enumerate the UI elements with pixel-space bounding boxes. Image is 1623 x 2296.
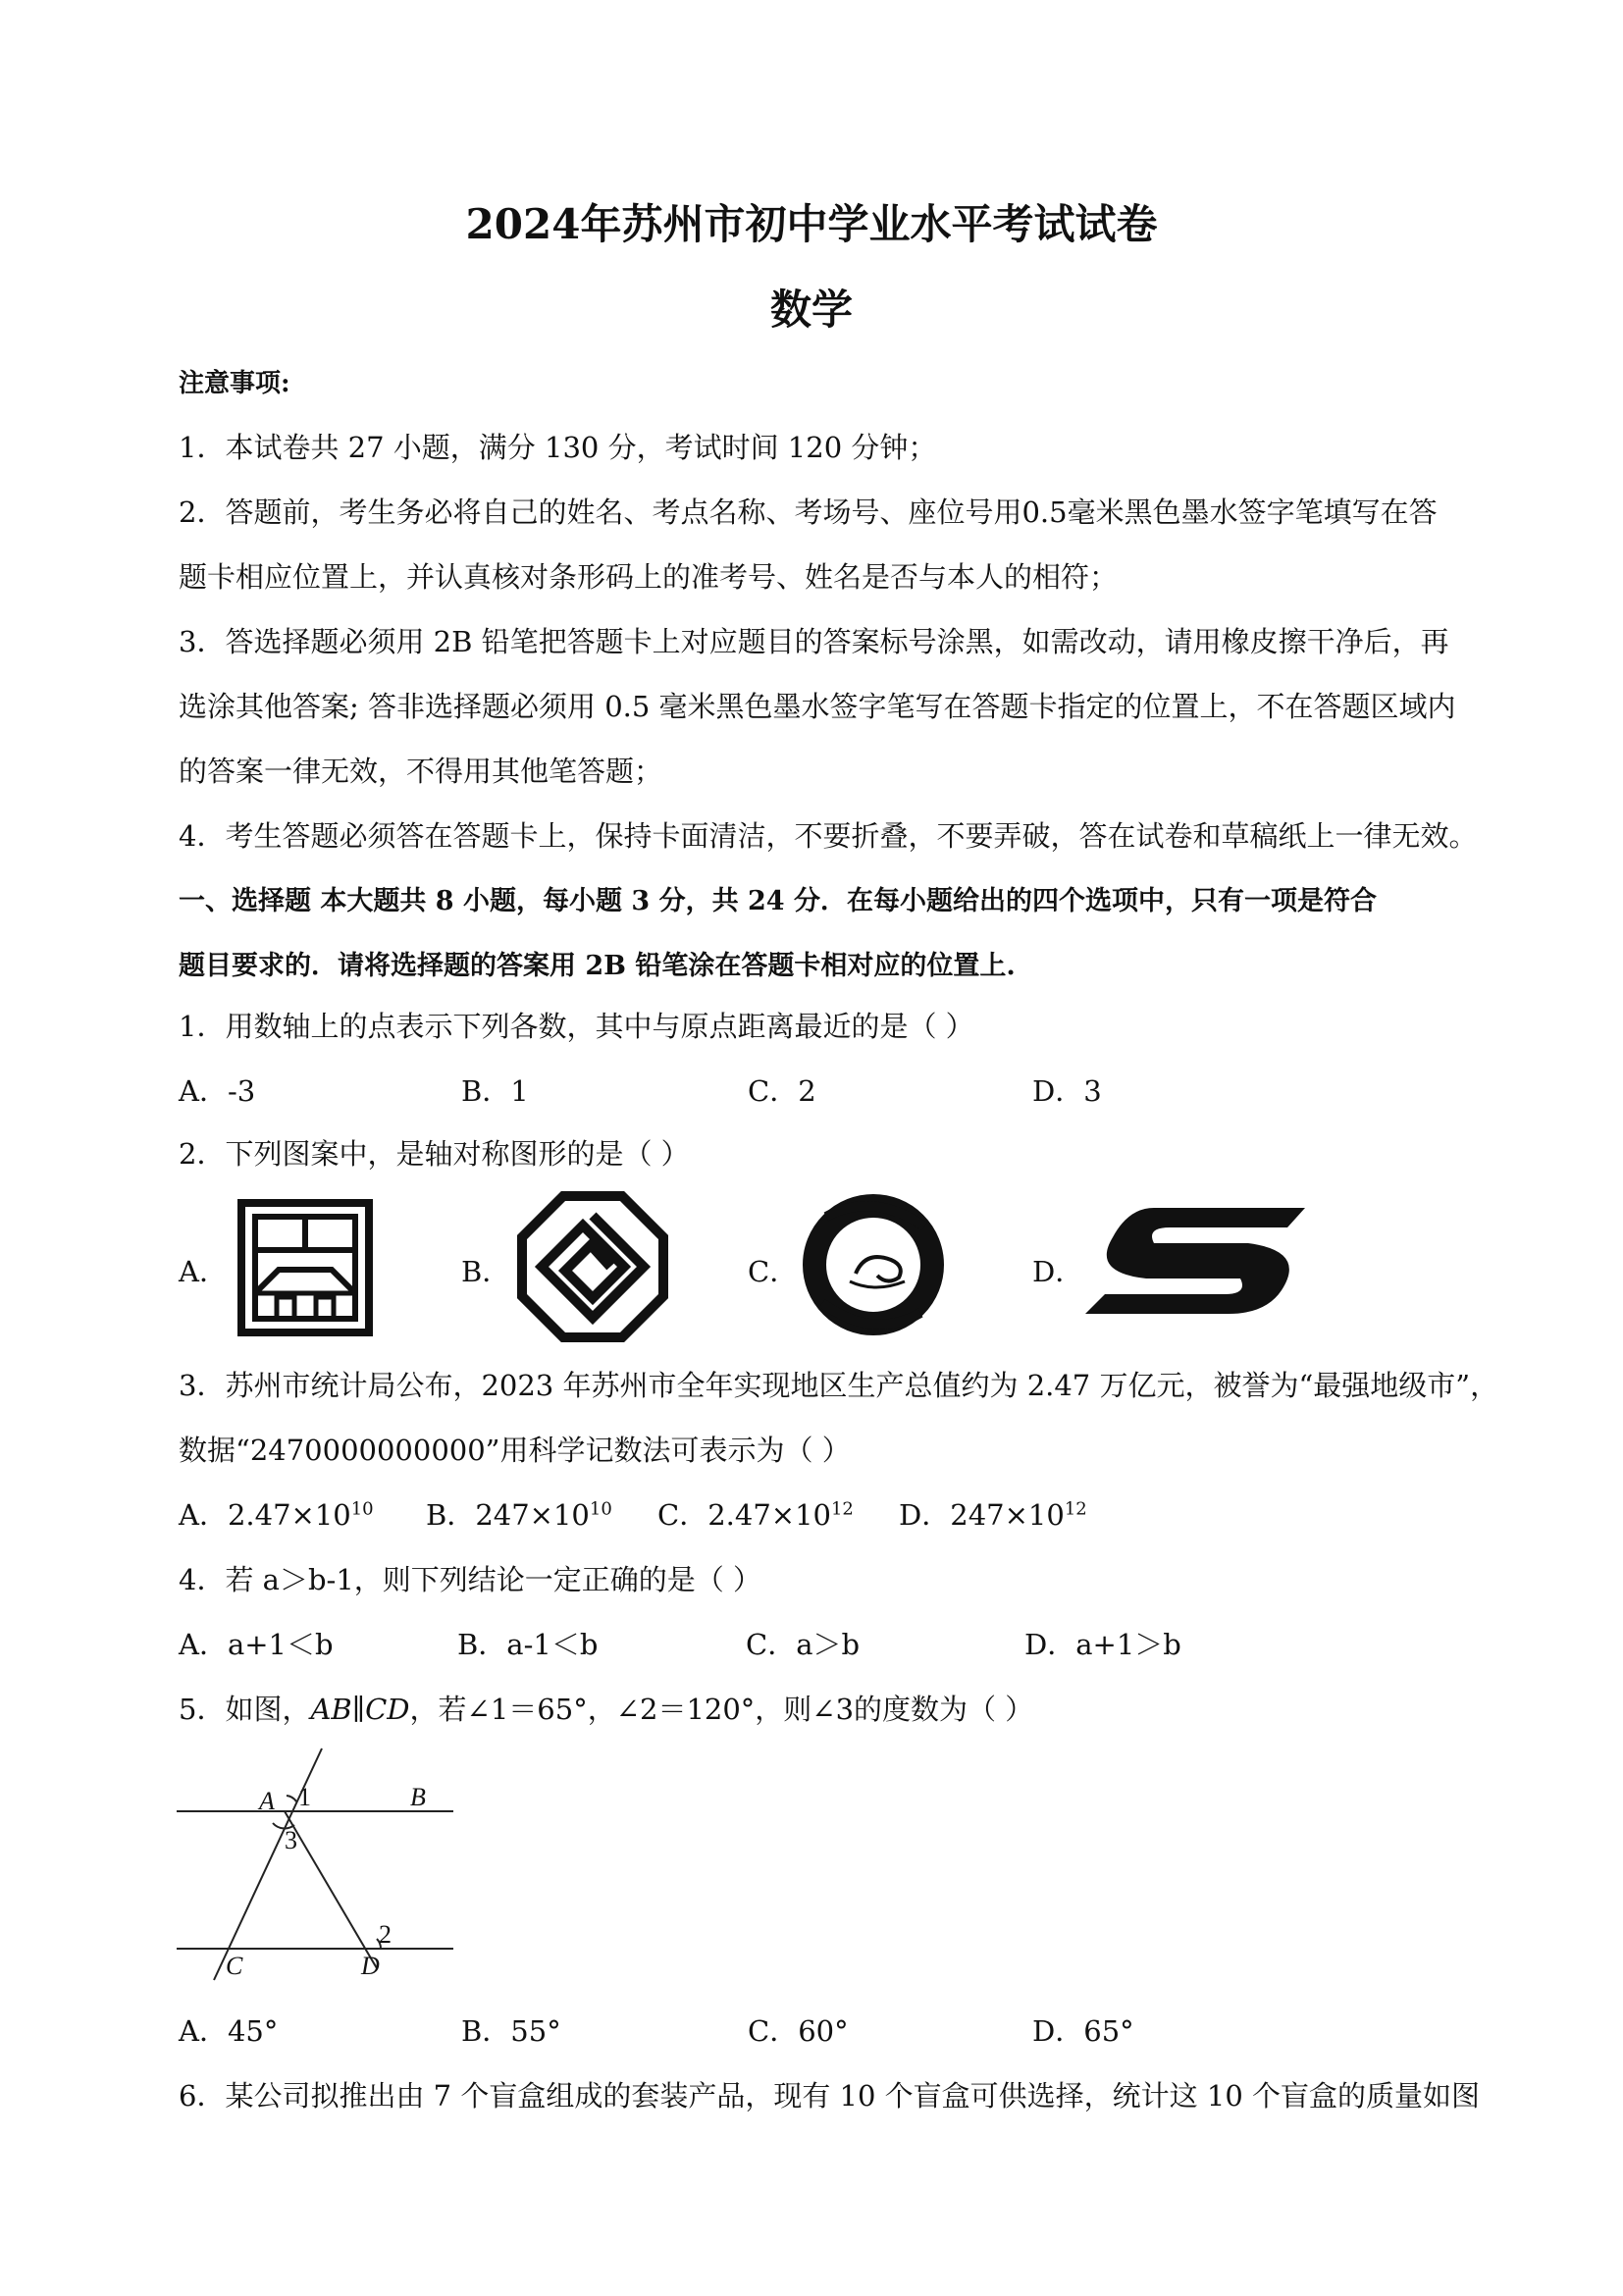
q1-option-b: B．1 — [461, 1074, 529, 1108]
q4-option-a: A．a+1＜b — [179, 1628, 334, 1661]
segment-ad — [285, 1811, 377, 1968]
label-2: 2 — [379, 1920, 392, 1949]
octagon-spiral-icon — [518, 1192, 667, 1341]
q5-stem: 5．如图，AB∥CD，若∠1＝65°，∠2＝120°，则∠3的度数为（ ） — [179, 1693, 1034, 1726]
subject-title: 数学 — [769, 286, 853, 334]
label-b: B — [410, 1783, 426, 1811]
q3-option-c: C．$2.47\times 10^{12}$ — [657, 1498, 854, 1532]
q3-option-d: D．$247\times 10^{12}$ — [899, 1498, 1087, 1532]
note-line: 1．本试卷共 27 小题，满分 130 分，考试时间 120 分钟； — [179, 431, 937, 464]
section-heading: 一、选择题 本大题共 8 小题，每小题 3 分，共 24 分．在每小题给出的四个选项中，只有一项是符合 — [179, 886, 1377, 916]
swirl-circle-icon — [797, 1187, 950, 1342]
q4-option-c: C．a＞b — [746, 1628, 861, 1661]
q5-option-a: A．45° — [179, 2014, 279, 2048]
window-frame-icon — [237, 1199, 373, 1336]
q4-option-d: D．a+1＞b — [1024, 1628, 1181, 1661]
q2-label-b: B． — [461, 1255, 511, 1288]
q5-option-b: B．55° — [461, 2014, 561, 2048]
label-d: D — [361, 1952, 380, 1980]
q2-label-c: C． — [748, 1255, 799, 1288]
s-logo-icon — [1081, 1202, 1309, 1320]
q2-stem: 2．下列图案中，是轴对称图形的是（ ） — [179, 1137, 690, 1171]
q1-option-c: C．2 — [748, 1074, 816, 1108]
q3-option-b: B．$247\times 10^{10}$ — [426, 1498, 612, 1532]
q4-stem: 4．若 a＞b-1，则下列结论一定正确的是（ ） — [179, 1563, 761, 1596]
page-title: 2024年苏州市初中学业水平考试试卷 — [465, 200, 1158, 248]
q3-stem-cont: 数据“2470000000000”用科学记数法可表示为（ ） — [179, 1434, 851, 1467]
q3-option-a: A．$2.47\times 10^{10}$ — [179, 1498, 374, 1532]
q1-option-a: A．-3 — [179, 1074, 256, 1108]
q3-stem: 3．苏州市统计局公布，2023 年苏州市全年实现地区生产总值约为 2.47 万亿元，被誉为“最强地级市”， — [179, 1369, 1499, 1402]
label-3: 3 — [285, 1826, 297, 1854]
note-line: 4．考生答题必须答在答题卡上，保持卡面清洁，不要折叠，不要弄破，答在试卷和草稿纸上一律无效。 — [179, 819, 1478, 853]
note-line: 选涂其他答案; 答非选择题必须用 0.5 毫米黑色墨水签字笔写在答题卡指定的位置上，不在答题区域内 — [179, 690, 1456, 723]
label-a: A — [259, 1787, 275, 1815]
q2-label-d: D． — [1032, 1255, 1084, 1288]
q5-option-d: D．65° — [1032, 2014, 1134, 2048]
q6-stem: 6．某公司拟推出由 7 个盲盒组成的套装产品，现有 10 个盲盒可供选择，统计这 10 个盲盒的质量如图 — [179, 2079, 1481, 2113]
parallel-lines-figure — [175, 1747, 459, 1992]
angle-1-arc — [287, 1796, 296, 1801]
q1-option-d: D．3 — [1032, 1074, 1102, 1108]
q5-option-c: C．60° — [748, 2014, 849, 2048]
q4-option-b: B．a-1＜b — [457, 1628, 599, 1661]
label-c: C — [226, 1952, 243, 1980]
notes-heading: 注意事项: — [179, 369, 290, 398]
note-line: 题卡相应位置上，并认真核对条形码上的准考号、姓名是否与本人的相符； — [179, 560, 1119, 594]
note-line: 3．答选择题必须用 2B 铅笔把答题卡上对应题目的答案标号涂黑，如需改动，请用橡皮擦干净后，再 — [179, 625, 1449, 658]
note-line: 2．答题前，考生务必将自己的姓名、考点名称、考场号、座位号用0.5毫米黑色墨水签字笔填写在答 — [179, 496, 1438, 529]
section-heading-cont: 题目要求的．请将选择题的答案用 2B 铅笔涂在答题卡相对应的位置上. — [179, 951, 1016, 981]
label-1: 1 — [298, 1783, 311, 1811]
q1-stem: 1．用数轴上的点表示下列各数，其中与原点距离最近的是（ ） — [179, 1010, 974, 1043]
q2-label-a: A． — [179, 1255, 228, 1288]
note-line: 的答案一律无效，不得用其他笔答题； — [179, 755, 663, 788]
